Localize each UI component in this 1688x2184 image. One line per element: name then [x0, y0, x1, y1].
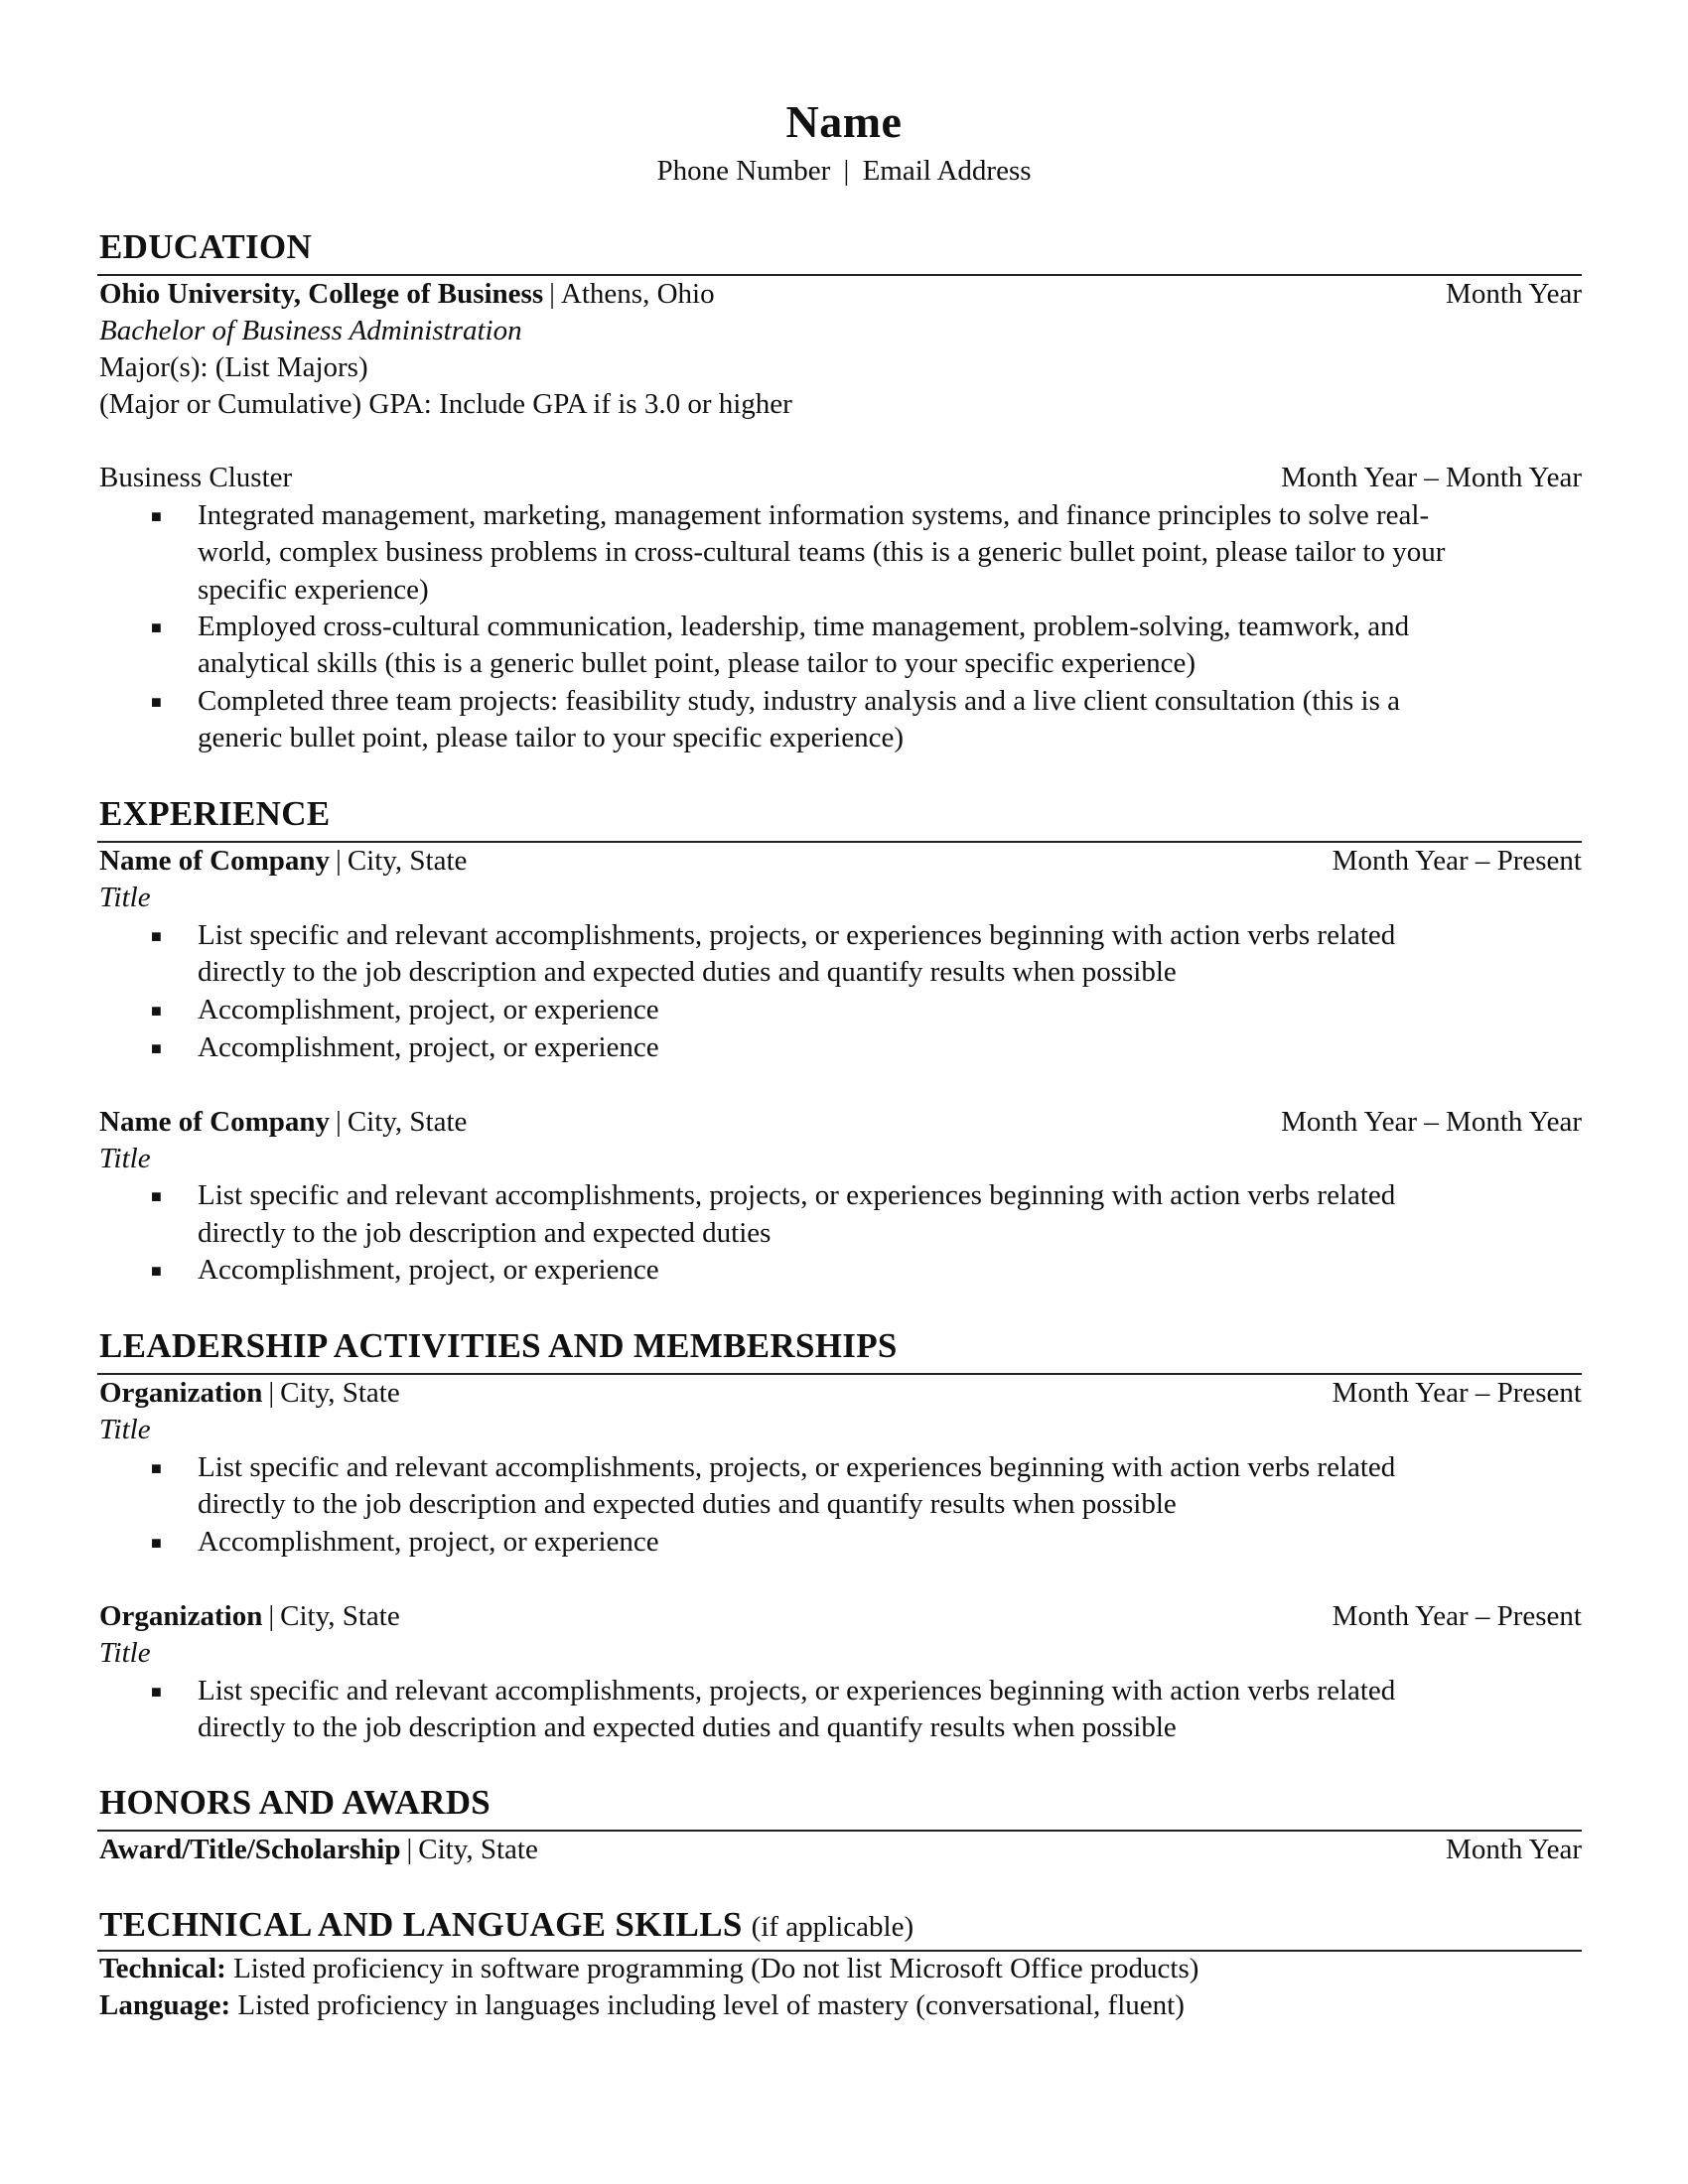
degree: Bachelor of Business Administration [99, 315, 522, 346]
separator: | [549, 278, 555, 310]
org-location: City, State [280, 1600, 400, 1632]
job-line [99, 1106, 467, 1139]
bullet-icon: ■ [151, 692, 162, 712]
bullet-text: Accomplishment, project, or experience [198, 1526, 659, 1558]
majors: Major(s): (List Majors) [99, 351, 368, 383]
language-label: Language: [99, 1989, 231, 2021]
org-date: Month Year – Present [1332, 1377, 1582, 1409]
company-name: Name of Company [99, 845, 330, 877]
bullet-text: directly to the job description and expected duties and quantify results when possible [198, 1711, 1177, 1743]
section-heading-leadership: LEADERSHIP ACTIVITIES AND MEMBERSHIPS [99, 1326, 898, 1365]
award-name: Award/Title/Scholarship [99, 1834, 401, 1865]
separator: | [268, 1600, 275, 1632]
org-title: Title [99, 1637, 151, 1669]
section-divider [97, 1830, 1582, 1832]
bullet-text: directly to the job description and expected duties and quantify results when possible [198, 956, 1177, 988]
bullet-icon: ■ [151, 1001, 162, 1021]
bullet-text: List specific and relevant accomplishments, projects, or experiences beginning with action verbs related [198, 919, 1396, 951]
phone-number: Phone Number [656, 155, 831, 187]
cluster-date: Month Year – Month Year [1281, 462, 1582, 493]
candidate-name: Name [785, 96, 903, 147]
bullet-text: Accomplishment, project, or experience [198, 994, 659, 1025]
technical-text: Listed proficiency in software programming (Do not list Microsoft Office products) [233, 1953, 1199, 1984]
job-title: Title [99, 1143, 151, 1174]
job-date: Month Year – Present [1332, 845, 1582, 877]
bullet-text: Employed cross-cultural communication, leadership, time management, problem-solving, teamwork, and [198, 611, 1410, 642]
bullet-icon: ■ [151, 1186, 162, 1206]
section-divider [97, 1373, 1582, 1375]
gpa: (Major or Cumulative) GPA: Include GPA if is 3.0 or higher [99, 388, 792, 420]
section-heading-honors: HONORS AND AWARDS [99, 1783, 492, 1822]
language-text: Listed proficiency in languages including level of mastery (conversational, fluent) [237, 1989, 1185, 2021]
school-name: Ohio University, College of Business [99, 278, 544, 310]
bullet-text: directly to the job description and expected duties [198, 1217, 772, 1249]
skills-heading-note: (if applicable) [751, 1911, 914, 1943]
separator: | [336, 1106, 342, 1138]
cluster-title: Business Cluster [99, 462, 293, 493]
award-line [99, 1834, 538, 1866]
bullet-text: world, complex business problems in cross-cultural teams (this is a generic bullet point, please tailor to your [198, 536, 1446, 568]
separator: | [406, 1834, 413, 1865]
org-line [99, 1600, 400, 1633]
language-skills-line [99, 1989, 1185, 2022]
bullet-text: Accomplishment, project, or experience [198, 1254, 659, 1286]
job-line [99, 845, 467, 878]
contact-line [0, 155, 1688, 188]
technical-label: Technical: [99, 1953, 226, 1984]
job-title: Title [99, 882, 151, 913]
bullet-text: directly to the job description and expected duties and quantify results when possible [198, 1488, 1177, 1520]
email-address: Email Address [862, 155, 1032, 187]
separator: | [843, 155, 850, 187]
school-line [99, 278, 715, 311]
bullet-icon: ■ [151, 617, 162, 637]
bullet-text: Accomplishment, project, or experience [198, 1031, 659, 1063]
school-location: Athens, Ohio [560, 278, 715, 310]
bullet-text: List specific and relevant accomplishments, projects, or experiences beginning with action verbs related [198, 1179, 1396, 1211]
section-heading-experience: EXPERIENCE [99, 794, 331, 833]
bullet-text: List specific and relevant accomplishments, projects, or experiences beginning with action verbs related [198, 1675, 1396, 1706]
bullet-text: Integrated management, marketing, management information systems, and finance principles to solve real- [198, 499, 1430, 531]
job-date: Month Year – Month Year [1281, 1106, 1582, 1138]
section-divider [97, 274, 1582, 276]
section-divider [97, 1950, 1582, 1952]
bullet-text: specific experience) [198, 574, 429, 606]
company-name: Name of Company [99, 1106, 330, 1138]
section-heading-education: EDUCATION [99, 227, 313, 266]
section-heading-skills [99, 1905, 914, 1945]
bullet-icon: ■ [151, 1261, 162, 1281]
skills-heading-text: TECHNICAL AND LANGUAGE SKILLS [99, 1905, 743, 1944]
job-location: City, State [347, 845, 468, 877]
org-date: Month Year – Present [1332, 1600, 1582, 1632]
separator: | [268, 1377, 275, 1409]
bullet-icon: ■ [151, 1533, 162, 1553]
org-location: City, State [280, 1377, 400, 1409]
bullet-icon: ■ [151, 1682, 162, 1702]
bullet-text: Completed three team projects: feasibility study, industry analysis and a live client consultation (this is a [198, 685, 1401, 717]
organization-name: Organization [99, 1377, 263, 1409]
organization-name: Organization [99, 1600, 263, 1632]
bullet-icon: ■ [151, 926, 162, 946]
technical-skills-line [99, 1953, 1198, 1985]
job-location: City, State [347, 1106, 468, 1138]
section-divider [97, 841, 1582, 843]
award-date: Month Year [1446, 1834, 1582, 1865]
org-title: Title [99, 1414, 151, 1445]
org-line [99, 1377, 400, 1410]
bullet-icon: ■ [151, 1458, 162, 1478]
bullet-icon: ■ [151, 1038, 162, 1058]
separator: | [336, 845, 342, 877]
bullet-text: analytical skills (this is a generic bullet point, please tailor to your specific experience) [198, 647, 1196, 679]
bullet-icon: ■ [151, 506, 162, 526]
education-date: Month Year [1446, 278, 1582, 310]
bullet-text: generic bullet point, please tailor to your specific experience) [198, 722, 905, 753]
award-location: City, State [418, 1834, 538, 1865]
bullet-text: List specific and relevant accomplishments, projects, or experiences beginning with action verbs related [198, 1451, 1396, 1483]
